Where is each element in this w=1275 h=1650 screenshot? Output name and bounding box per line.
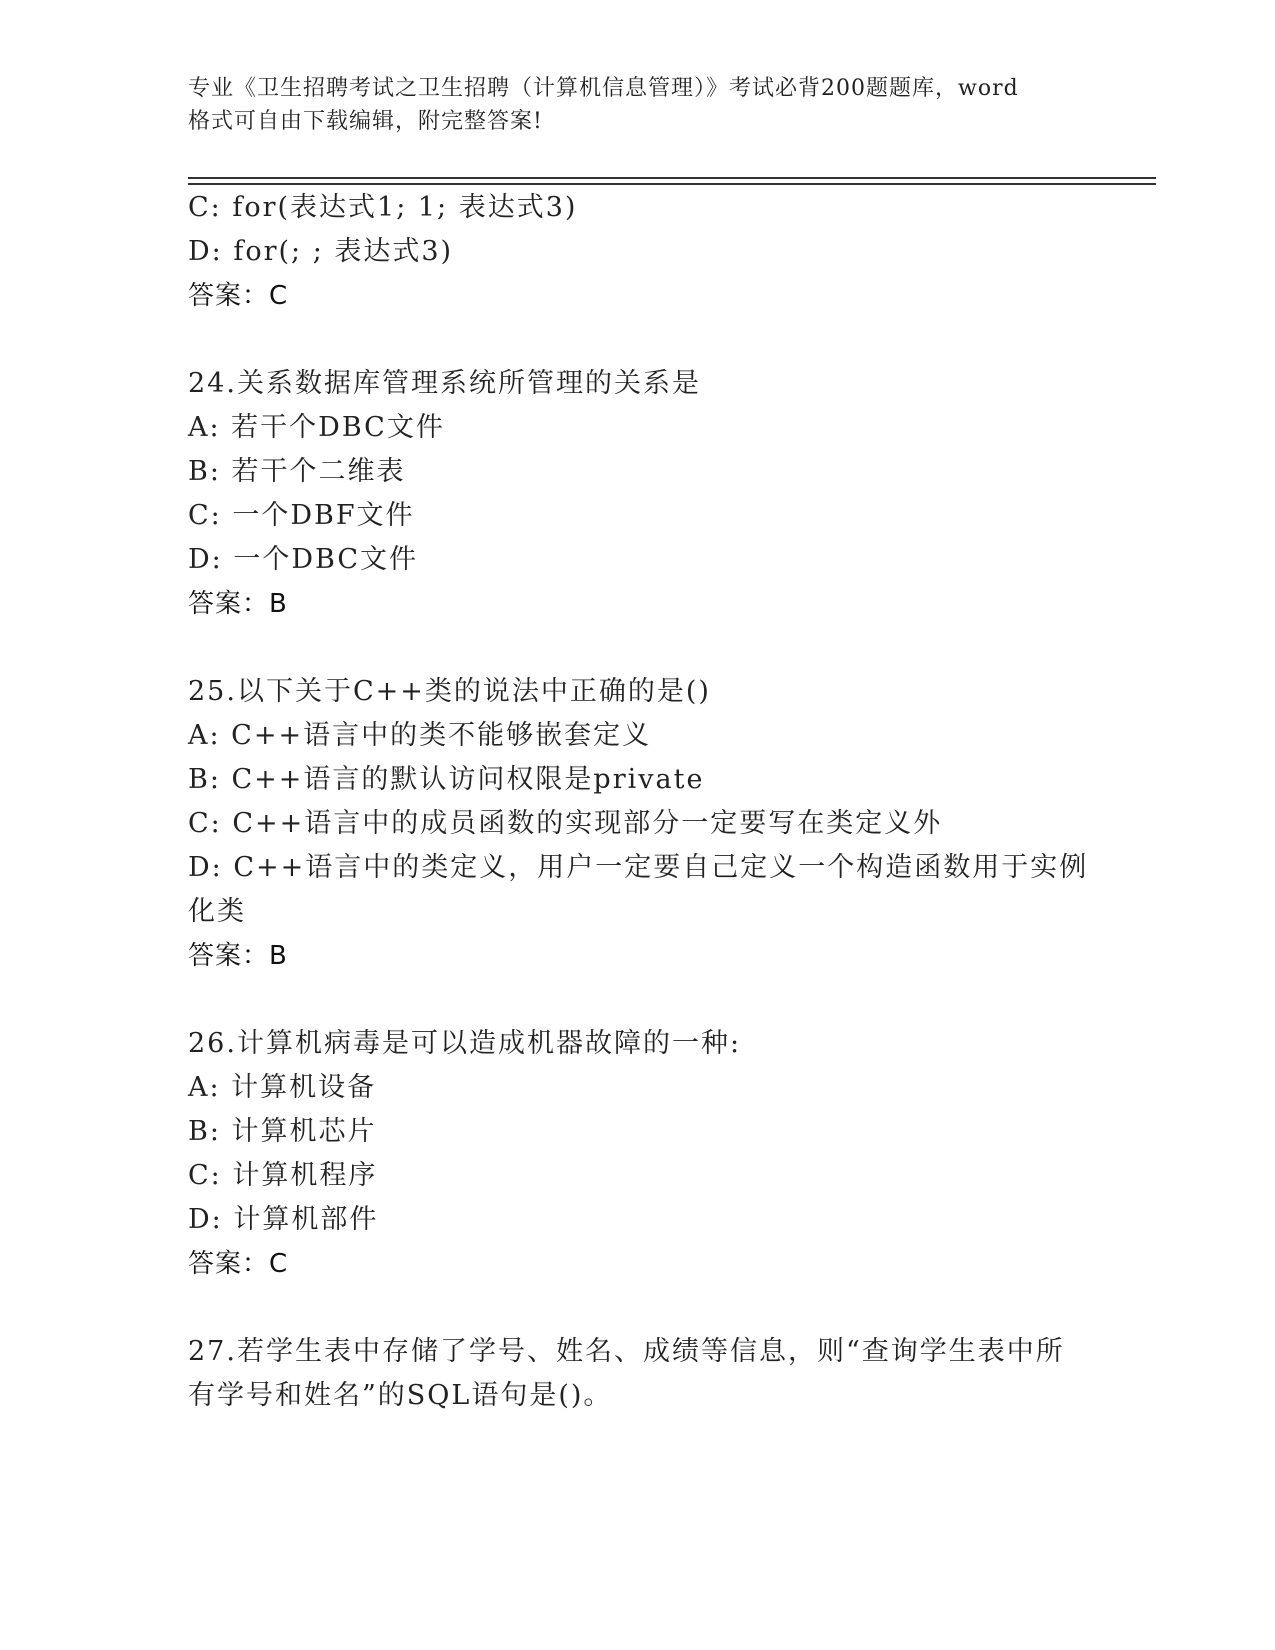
q24-option-a: A: 若干个DBC文件 [188,412,445,443]
q23-option-d: D: for(; ; 表达式3) [188,236,454,267]
q26-option-b: B: 计算机芯片 [188,1116,377,1147]
q26-question: 26.计算机病毒是可以造成机器故障的一种: [188,1028,742,1059]
header-line-2: 格式可自由下载编辑，附完整答案! [188,109,543,134]
q24-option-c: C: 一个DBF文件 [188,500,415,531]
q27-question-line-1: 27.若学生表中存储了学号、姓名、成绩等信息，则“查询学生表中所 [188,1336,1065,1367]
q25-option-d-line-2: 化类 [188,896,246,927]
q24-question: 24.关系数据库管理系统所管理的关系是 [188,368,701,399]
q24-answer: 答案：B [188,589,288,619]
q23-answer: 答案：C [188,281,289,311]
q25-option-d-line-1: D: C++语言中的类定义，用户一定要自己定义一个构造函数用于实例 [188,852,1089,883]
q26-answer: 答案：C [188,1249,289,1279]
q26-option-d: D: 计算机部件 [188,1204,379,1235]
header-line-1: 专业《卫生招聘考试之卫生招聘（计算机信息管理）》考试必背200题题库，word [188,76,1019,101]
q26-option-c: C: 计算机程序 [188,1160,378,1191]
header-divider-top [188,177,1156,179]
q25-question: 25.以下关于C++类的说法中正确的是() [188,676,711,707]
q24-option-d: D: 一个DBC文件 [188,544,418,575]
q25-answer: 答案：B [188,941,288,971]
q27-question-line-2: 有学号和姓名”的SQL语句是()。 [188,1380,613,1411]
q23-option-c: C: for(表达式1; 1; 表达式3) [188,192,578,223]
document-header [188,72,1088,138]
q25-option-a: A: C++语言中的类不能够嵌套定义 [188,720,652,751]
q25-option-c: C: C++语言中的成员函数的实现部分一定要写在类定义外 [188,808,943,839]
q25-option-b: B: C++语言的默认访问权限是private [188,764,705,795]
q26-option-a: A: 计算机设备 [188,1072,377,1103]
q24-option-b: B: 若干个二维表 [188,456,406,487]
